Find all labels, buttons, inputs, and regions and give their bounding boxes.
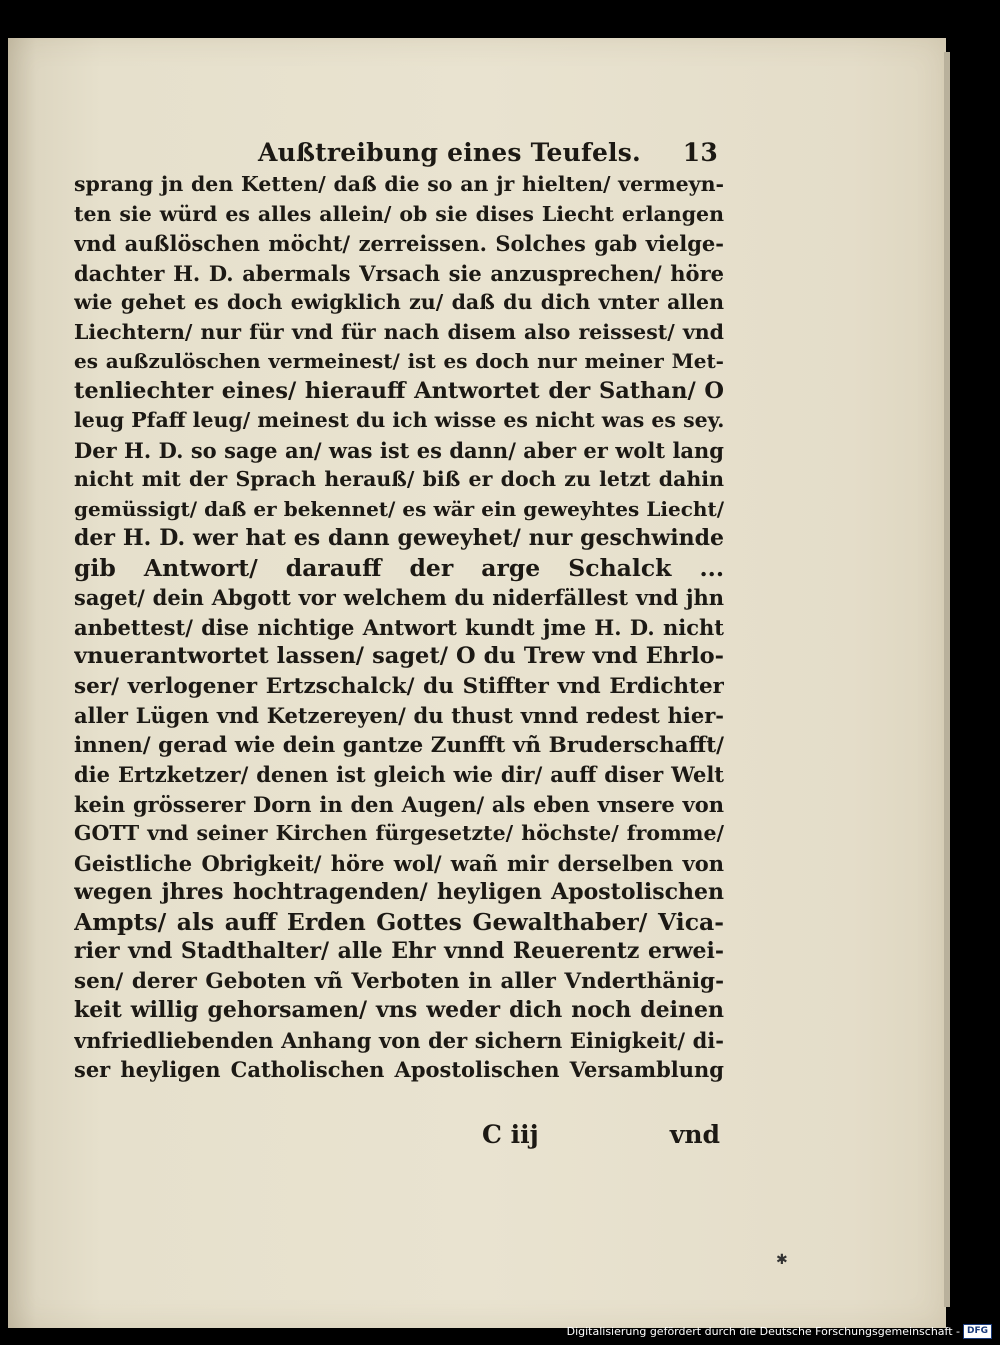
funding-credit: [567, 1323, 992, 1339]
text-line: innen/ gerad wie dein gantze Zunfft vñ Bruderschafft/: [74, 732, 724, 758]
page-footer: [470, 1120, 720, 1154]
catchword: vnd: [669, 1120, 720, 1149]
text-line: Ampts/ als auff Erden Gottes Gewalthaber/ Vica-: [74, 907, 724, 936]
asterisk-ornament-icon: ✱: [776, 1252, 788, 1268]
text-line: kein grösserer Dorn in den Augen/ als eben vnsere von: [74, 791, 724, 817]
text-line: Liechtern/ nur für vnd für nach disem also reissest/ vnd: [74, 319, 724, 344]
credit-text: Digitalisierung gefördert durch die Deutsche Forschungsgemeinschaft -: [566, 1324, 960, 1338]
text-line: keit willig gehorsamen/ vns weder dich noch deinen: [74, 997, 724, 1023]
text-line: leug Pfaff leug/ meinest du ich wisse es nicht was es sey.: [74, 408, 724, 432]
text-line: GOTT vnd seiner Kirchen fürgesetzte/ höchste/ fromme/: [74, 821, 724, 845]
dfg-logo-icon: DFG: [963, 1324, 992, 1339]
text-line: Geistliche Obrigkeit/ höre wol/ wañ mir derselben von: [74, 850, 724, 876]
text-line: die Ertzketzer/ denen ist gleich wie dir/ auff diser Welt: [74, 762, 724, 787]
text-line: ten sie würd es alles allein/ ob sie dises Liecht erlangen: [74, 201, 724, 226]
text-line: wie gehet es doch ewigklich zu/ daß du dich vnter allen: [74, 290, 724, 314]
folio-number: 13: [682, 138, 718, 167]
text-line: gemüssigt/ daß er bekennet/ es wär ein geweyhtes Liecht/: [74, 496, 724, 521]
text-line: gib Antwort/ darauff der arge Schalck ...: [74, 553, 724, 582]
running-title: Außtreibung eines Teufels.: [258, 138, 641, 167]
text-line: tenliechter eines/ hierauff Antwortet der Sathan/ O: [74, 377, 724, 404]
text-line: vnuerantwortet lassen/ saget/ O du Trew vnd Ehrlo-: [74, 643, 724, 669]
text-line: aller Lügen vnd Ketzereyen/ du thust vnnd redest hier-: [74, 703, 724, 728]
text-line: nicht mit der Sprach herauß/ biß er doch zu letzt dahin: [74, 467, 724, 491]
signature-mark: C iij: [482, 1120, 539, 1149]
text-line: ser heyligen Catholischen Apostolischen Versamblung: [74, 1057, 724, 1082]
text-line: vnd außlöschen möcht/ zerreissen. Solches gab vielge-: [74, 231, 724, 256]
text-line: anbettest/ dise nichtige Antwort kundt jme H. D. nicht: [74, 614, 724, 640]
text-line: Der H. D. so sage an/ was ist es dann/ aber er wolt lang: [74, 437, 724, 463]
text-line: rier vnd Stadthalter/ alle Ehr vnnd Reuerentz erwei-: [74, 938, 724, 964]
text-line: vnfriedliebenden Anhang von der sichern Einigkeit/ di-: [74, 1027, 724, 1053]
text-line: sprang jn den Ketten/ daß die so an jr hielten/ vermeyn-: [74, 172, 724, 196]
text-line: dachter H. D. abermals Vrsach sie anzusprechen/ höre: [74, 260, 724, 286]
text-line: es außzulöschen vermeinest/ ist es doch nur meiner Met-: [74, 349, 724, 373]
text-line: wegen jhres hochtragenden/ heyligen Apostolischen: [74, 879, 724, 905]
text-line: der H. D. wer hat es dann geweyhet/ nur geschwinde: [74, 525, 724, 551]
text-line: ser/ verlogener Ertzschalck/ du Stiffter vnd Erdichter: [74, 673, 724, 699]
text-line: sen/ derer Geboten vñ Verboten in aller Vnderthänig-: [74, 968, 724, 994]
text-line: saget/ dein Abgott vor welchem du niderfällest vnd jhn: [74, 585, 724, 610]
body-text: [74, 170, 724, 1085]
page-header: [258, 138, 718, 174]
page-edge: [944, 52, 950, 1307]
